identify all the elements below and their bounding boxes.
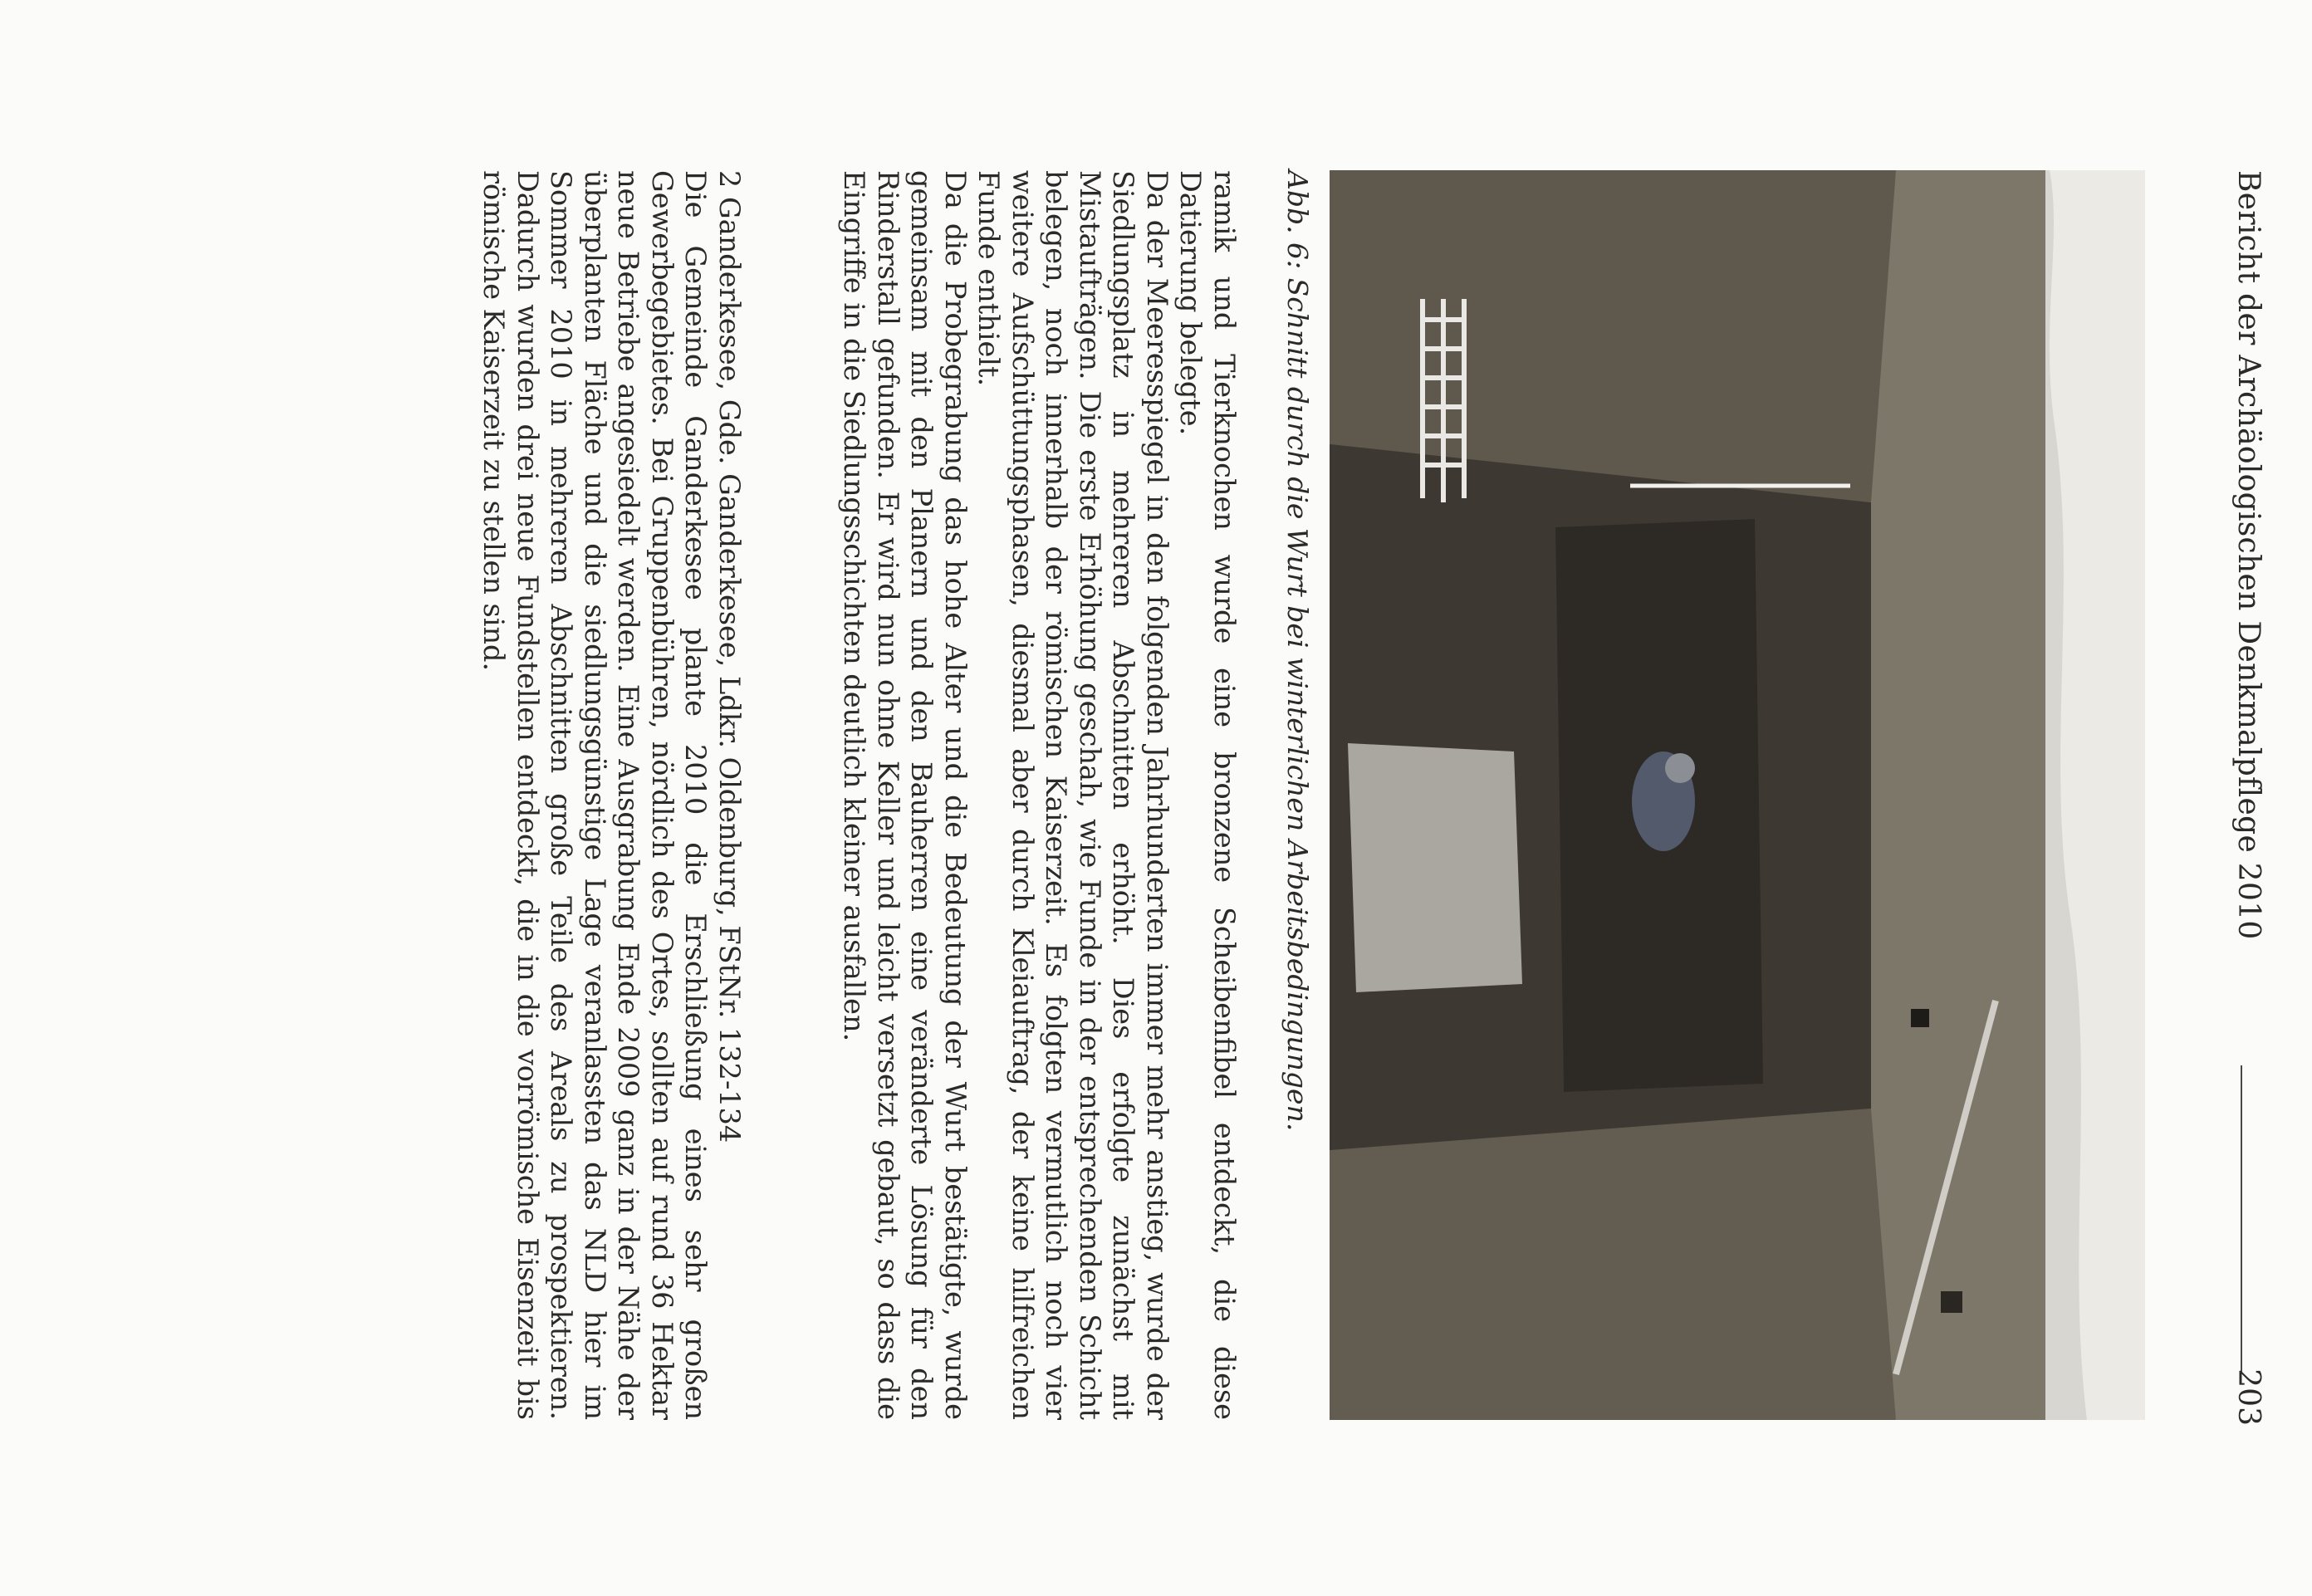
figure-caption: Abb. 6: Schnitt durch die Wurt bei winterlichen Arbeitsbedingungen. (1281, 170, 1314, 1132)
paragraph-2: Da der Meeresspiegel in den folgenden Jahrhunderten immer mehr anstieg, wurde der Siedlungsplatz in mehreren Abschnitten erhöht. Dies erfolgte zunächst mit Mistaufträgen. Die erste Erhöhung geschah, wie Funde in der entsprechenden Schicht belegen, noch innerhalb der römischen Kaiserzeit. Es folgten vermutlich noch vier weitere Aufschüttungsphasen, diesmal aber durch Kleiauftrag, der keine hilfreichen Funde enthielt. (972, 170, 1173, 1420)
header-rule (2241, 1065, 2242, 1373)
running-header (2179, 170, 2312, 1426)
page-number: 203 (2231, 1368, 2265, 1426)
excavation-photo (1330, 170, 2145, 1420)
section-heading: 2 Ganderkesee, Gde. Ganderkesee, Ldkr. Oldenburg, FStNr. 132-134 (713, 170, 746, 1143)
body-text (477, 170, 1241, 1420)
paragraph-1: ramik und Tierknochen wurde eine bronzene Scheibenfibel entdeckt, die diese Datierung belegte. (1174, 170, 1241, 1420)
paragraph-3: Da die Probegrabung das hohe Alter und die Bedeutung der Wurt bestätigte, wurde gemeinsam mit den Planern und den Bauherren eine veränderte Lösung für den Rinderstall gefunden. Er wird nun ohne Keller und leicht versetzt gebaut, so dass die Eingriffe in die Siedlungsschichten deutlich kleiner ausfallen. (838, 170, 972, 1420)
running-header-title: Bericht der Archäologischen Denkmalpflege 2010 (2231, 170, 2265, 940)
section-paragraph: Die Gemeinde Ganderkesee plante 2010 die Erschließung eines sehr großen Gewerbegebietes. Bei Gruppenbühren, nördlich des Ortes, sollten auf rund 36 Hektar neue Betriebe angesiedelt werden. Eine Ausgrabung Ende 2009 ganz in der Nähe der überplanten Fläche und die siedlungsgünstige Lage veranlassten das NLD hier im Sommer 2010 in mehreren Abschnitten große Teile des Areals zu prospektieren. Dadurch wurden drei neue Fundstellen entdeckt, die in die vorrömische Eisenzeit bis römische Kaiserzeit zu stellen sind. (478, 170, 713, 1420)
